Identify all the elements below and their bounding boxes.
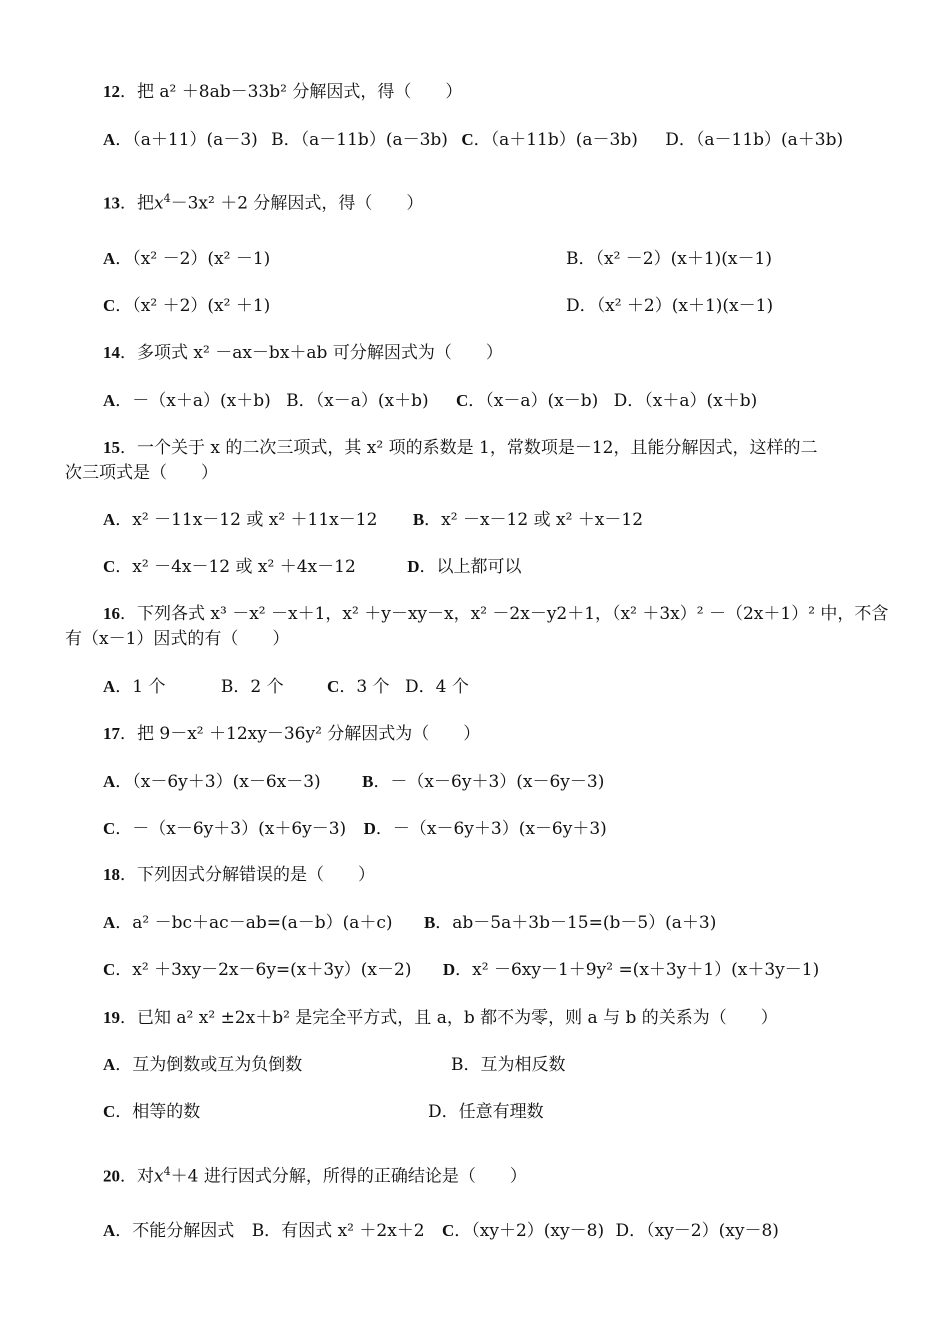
option-c-text: ．x² ＋3xy－2x－6y=(x＋3y）(x－2): [115, 960, 412, 980]
question-13-option-d: [566, 294, 773, 318]
option-d-text: D．任意有理数: [428, 1102, 544, 1122]
option-b-label: B: [362, 772, 374, 791]
option-d-text: D．（x＋a）(x＋b): [613, 391, 758, 411]
question-text: ．下列因式分解错误的是（ ）: [120, 865, 375, 885]
question-13-option-b: [566, 247, 772, 271]
question-text-pre: ．把: [120, 193, 154, 214]
question-13-option-c: [103, 294, 270, 318]
exponent: 4: [163, 1165, 171, 1178]
option-d-label: D: [363, 819, 376, 838]
question-13-stem: [103, 187, 423, 216]
question-17-stem: [103, 722, 480, 746]
exponent: 4: [163, 192, 171, 205]
question-number: 18: [103, 865, 120, 884]
question-18-stem: [103, 863, 375, 887]
option-b-text: ．－（x－6y＋3）(x－6y－3): [373, 772, 605, 792]
option-c-text: ．－（x－6y＋3）(x＋6y－3): [115, 819, 347, 839]
question-number: 14: [103, 343, 120, 362]
option-d-text: D．4 个: [404, 677, 469, 697]
option-c-label: C: [103, 557, 116, 576]
option-c-text: ．（x² ＋2）(x² ＋1): [115, 296, 271, 316]
question-number: 13: [103, 193, 120, 213]
question-20-options: [103, 1219, 779, 1243]
variable-x: x: [154, 193, 164, 214]
question-19-stem: [103, 1006, 778, 1030]
option-a-label: A: [103, 249, 116, 268]
question-text: ．多项式 x² －ax－bx＋ab 可分解因式为（ ）: [120, 343, 503, 363]
option-c-label: C: [327, 677, 340, 696]
variable-x: x: [154, 1166, 164, 1187]
option-b-text: B．（x－a）(x＋b): [286, 391, 429, 411]
question-text: ．把 9－x² ＋12xy－36y² 分解因式为（ ）: [120, 724, 481, 744]
question-17-options-cd: [103, 817, 607, 841]
option-b-label: B: [412, 510, 425, 529]
option-c-text: ．x² －4x－12 或 x² ＋4x－12: [115, 557, 356, 577]
option-c-text: ．（xy＋2）(xy－8): [454, 1221, 605, 1241]
question-19-option-a: [103, 1053, 302, 1077]
option-c-text: ．3 个: [339, 677, 390, 697]
question-number: 20: [103, 1166, 120, 1186]
question-19-option-d: [428, 1100, 544, 1124]
option-d-text: D．（a－11b）(a＋3b): [665, 130, 844, 150]
question-text-post: ＋4 进行因式分解，所得的正确结论是（ ）: [170, 1166, 527, 1187]
question-14-options: [103, 389, 757, 413]
option-d-text: D．（x² ＋2）(x＋1)(x－1): [566, 296, 774, 316]
question-17-options-ab: [103, 770, 604, 794]
question-19-option-c: [103, 1100, 200, 1124]
option-d-label: D: [442, 960, 456, 979]
question-12-stem: [103, 80, 462, 104]
question-text-post: －3x² ＋2 分解因式，得（ ）: [170, 193, 424, 214]
option-d-text: ．－（x－6y＋3）(x－6y＋3): [375, 819, 607, 839]
option-a-label: A: [103, 510, 116, 529]
option-a-label: A: [103, 1221, 116, 1240]
question-text: ．已知 a² x² ±2x＋b² 是完全平方式，且 a，b 都不为零，则 a 与 b 的关系为（ ）: [120, 1008, 778, 1028]
option-d-text: D．（xy－2）(xy－8): [615, 1221, 779, 1241]
option-a-label: A: [103, 1055, 116, 1074]
option-a-label: A: [103, 130, 116, 149]
question-number: 12: [103, 82, 120, 101]
option-c-label: C: [103, 960, 116, 979]
question-text-pre: ．对: [120, 1166, 154, 1187]
option-c-label: C: [456, 391, 469, 410]
option-a-text: ．1 个: [115, 677, 166, 697]
option-a-text: ．互为倒数或互为负倒数: [115, 1055, 303, 1075]
option-c-label: C: [442, 1221, 455, 1240]
question-number: 16: [103, 604, 120, 623]
option-c-text: ．（x－a）(x－b): [468, 391, 599, 411]
question-text-continued: 有（x－1）因式的有（ ）: [65, 629, 290, 649]
option-a-label: A: [103, 913, 116, 932]
option-c-label: C: [103, 296, 116, 315]
option-b-text: B．有因式 x² ＋2x＋2: [251, 1221, 425, 1241]
option-c-label: C: [103, 819, 116, 838]
option-c-label: C: [103, 1102, 116, 1121]
question-15-options-cd: [103, 555, 521, 579]
option-a-text: ．x² －11x－12 或 x² ＋11x－12: [115, 510, 378, 530]
option-d-label: D: [407, 557, 420, 576]
question-20-stem: [103, 1160, 527, 1189]
option-c-label: C: [461, 130, 474, 149]
option-b-label: B: [423, 913, 436, 932]
option-d-text: ．x² －6xy－1＋9y² =(x＋3y＋1）(x＋3y－1): [455, 960, 820, 980]
option-b-text: ．x² －x－12 或 x² ＋x－12: [424, 510, 644, 530]
option-a-label: A: [103, 772, 116, 791]
option-b-text: ．ab－5a＋3b－15=(b－5）(a＋3): [435, 913, 717, 933]
question-text: ．一个关于 x 的二次三项式，其 x² 项的系数是 1，常数项是－12，且能分解因式，这样的二: [120, 438, 818, 458]
option-a-label: A: [103, 677, 116, 696]
question-number: 15: [103, 438, 120, 457]
question-15-stem-line2: [65, 461, 218, 485]
question-number: 17: [103, 724, 120, 743]
question-15-stem-line1: [103, 436, 817, 460]
option-a-text: ．a² －bc＋ac－ab=(a－b）(a＋c): [115, 913, 393, 933]
question-text-continued: 次三项式是（ ）: [65, 463, 218, 483]
option-b-text: B．2 个: [220, 677, 284, 697]
question-number: 19: [103, 1008, 120, 1027]
option-a-label: A: [103, 391, 116, 410]
question-14-stem: [103, 341, 503, 365]
question-text: ．下列各式 x³ －x² －x＋1，x² ＋y－xy－x，x² －2x－y2＋1，（x² ＋3x）² －（2x＋1）² 中，不含: [120, 604, 889, 624]
option-c-text: ．相等的数: [115, 1102, 201, 1122]
option-b-text: B．（x² －2）(x＋1)(x－1): [566, 249, 772, 269]
option-a-text: ．（x－6y＋3）(x－6x－3): [115, 772, 321, 792]
question-19-option-b: [451, 1053, 566, 1077]
option-b-text: B．（a－11b）(a－3b): [271, 130, 448, 150]
question-18-options-ab: [103, 911, 716, 935]
option-d-text: ．以上都可以: [419, 557, 522, 577]
question-15-options-ab: [103, 508, 643, 532]
question-16-stem-line2: [65, 627, 289, 651]
option-a-text: ．（x² －2）(x² －1): [115, 249, 271, 269]
option-b-text: B．互为相反数: [451, 1055, 566, 1075]
question-text: ．把 a² ＋8ab－33b² 分解因式，得（ ）: [120, 82, 463, 102]
question-18-options-cd: [103, 958, 819, 982]
option-a-text: ．（a＋11）(a－3): [115, 130, 258, 150]
question-16-stem-line1: [103, 602, 888, 626]
option-a-text: ．－（x＋a）(x＋b): [115, 391, 271, 411]
option-c-text: ．（a＋11b）(a－3b): [473, 130, 638, 150]
question-12-options: [103, 128, 843, 152]
option-a-text: ．不能分解因式: [115, 1221, 235, 1241]
question-13-option-a: [103, 247, 270, 271]
question-16-options: [103, 675, 469, 699]
